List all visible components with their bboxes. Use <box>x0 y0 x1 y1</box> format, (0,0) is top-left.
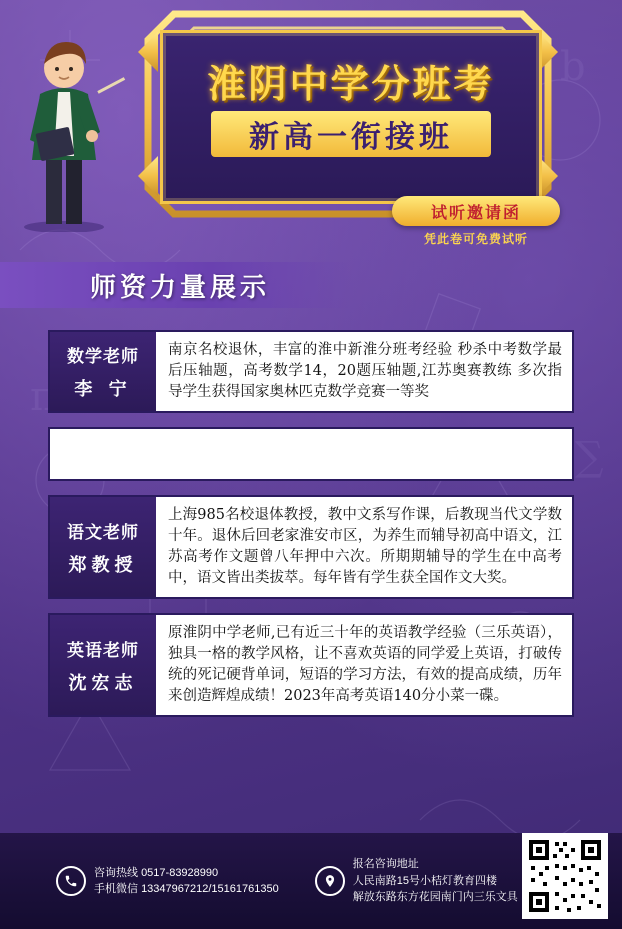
poster-title: 淮阴中学分班考 <box>207 62 495 106</box>
contact-phone-text <box>94 865 279 898</box>
title-panel <box>160 30 542 204</box>
blank-card <box>48 427 574 481</box>
poster-subtitle-band <box>211 111 491 157</box>
invite-badge <box>392 196 560 226</box>
address-line-2: 解放东路东方花园南门内三乐文具 <box>352 891 518 904</box>
teacher-description: 南京名校退休，丰富的淮中新淮分班考经验 秒杀中考数学最后压轴题，高考数学14，20题压轴题,江苏奥赛教练 多次指导学生获得国家奥林匹克数学竞赛一等奖 <box>168 342 562 401</box>
teacher-role: 数学老师 <box>67 347 139 368</box>
teacher-card <box>48 330 574 413</box>
phone-icon <box>56 866 86 896</box>
svg-text:π: π <box>30 374 57 420</box>
teacher-name-box <box>50 332 156 411</box>
address-line-1: 人民南路15号小桔灯教育四楼 <box>352 874 497 887</box>
invite-note: 凭此卷可免费试听 <box>423 232 528 246</box>
section-title: 师资力量展示 <box>90 272 271 303</box>
teacher-card <box>48 613 574 717</box>
invite-badge-label: 试听邀请函 <box>430 202 521 222</box>
location-pin-icon <box>315 866 345 896</box>
teacher-role: 英语老师 <box>67 640 139 661</box>
teacher-illustration <box>14 22 126 232</box>
contact-address-text <box>353 856 518 906</box>
contact-phone-block <box>56 865 279 898</box>
teacher-name: 沈宏志 <box>68 672 138 694</box>
section-title-bar <box>0 262 352 308</box>
teacher-name: 李 宁 <box>74 379 132 401</box>
mobile-number: 13347967212/15161761350 <box>141 883 279 895</box>
teacher-name-box <box>50 615 156 715</box>
teacher-card <box>48 495 574 599</box>
address-label: 报名咨询地址 <box>352 858 419 871</box>
teacher-role: 语文老师 <box>67 522 139 543</box>
qr-code-icon <box>522 833 608 919</box>
svg-text:∑: ∑ <box>575 434 604 480</box>
poster-header <box>0 0 622 268</box>
teacher-description: 原淮阴中学老师,已有近三十年的英语教学经验（三乐英语），独具一格的教学风格，让不喜欢英语的同学爱上英语，打破传统的死记硬背单词，短语的学习方法，有效的提高成绩，历年来创造辉煌成绩！2023年高考英语140分小菜一碟。 <box>168 625 562 705</box>
teacher-description: 上海985名校退体教授，教中文系写作课，后教现当代文学数十年。退休后回老家淮安市区，为养生而辅导初高中语文，江苏高考作文题曾八年押中六次。所期期辅导的学生在中高考中，语文皆出类拔萃。每年皆有学生获全国作文大奖。 <box>168 507 562 587</box>
mobile-label: 手机微信 <box>94 883 138 895</box>
phone-label: 咨询热线 <box>94 866 138 879</box>
teacher-name-box <box>50 497 156 597</box>
contact-address-block <box>315 856 518 906</box>
phone-number: 0517-83928990 <box>141 866 219 879</box>
teacher-card-list <box>48 330 574 731</box>
svg-text:b: b <box>560 44 586 90</box>
poster-footer <box>0 833 622 929</box>
teacher-name: 郑教授 <box>68 554 138 576</box>
poster-subtitle: 新高一衔接班 <box>249 120 453 155</box>
